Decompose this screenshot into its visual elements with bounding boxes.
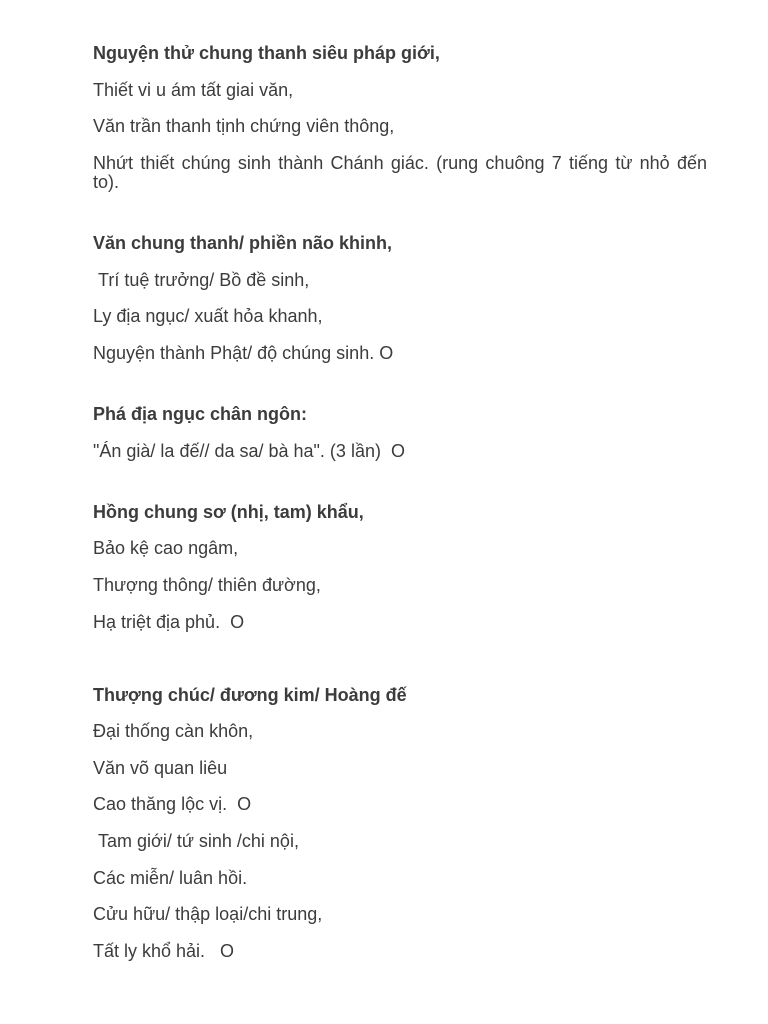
section-heading: Hồng chung sơ (nhị, tam) khẩu, (93, 501, 364, 522)
section-heading: Phá địa ngục chân ngôn: (93, 403, 308, 424)
verse-line: Văn trần thanh tịnh chứng viên thông, (93, 115, 395, 136)
verse-line: Nhứt thiết chúng sinh thành Chánh giác. (rung chuông 7 tiếng từ nhỏ đến to). (93, 152, 714, 192)
verse-line: Ly địa ngục/ xuất hỏa khanh, (93, 305, 323, 326)
verse-line: Thượng thông/ thiên đường, (93, 574, 321, 595)
verse-line: Cửu hữu/ thập loại/chi trung, (93, 903, 323, 924)
section-heading: Nguyện thử chung thanh siêu pháp giới, (93, 42, 440, 63)
verse-line: Nguyện thành Phật/ độ chúng sinh. O (93, 342, 394, 363)
verse-line: Trí tuệ trưởng/ Bồ đề sinh, (93, 269, 310, 290)
verse-line: Tam giới/ tứ sinh /chi nội, (93, 830, 299, 851)
mantra-line: "Án già/ la đế// da sa/ bà ha". (3 lần) O (93, 440, 405, 461)
verse-line: Đại thống càn khôn, (93, 720, 254, 741)
verse-line: Văn võ quan liêu (93, 757, 228, 778)
verse-line: Cao thăng lộc vị. O (93, 793, 252, 814)
verse-line: Thiết vi u ám tất giai văn, (93, 79, 294, 100)
verse-line: Các miễn/ luân hồi. (93, 867, 248, 888)
section-heading: Văn chung thanh/ phiền não khinh, (93, 232, 392, 253)
verse-line: Bảo kệ cao ngâm, (93, 537, 239, 558)
verse-line: Tất ly khổ hải. O (93, 940, 235, 961)
verse-line: Hạ triệt địa phủ. O (93, 611, 245, 632)
section-heading: Thượng chúc/ đương kim/ Hoàng đế (93, 684, 407, 705)
